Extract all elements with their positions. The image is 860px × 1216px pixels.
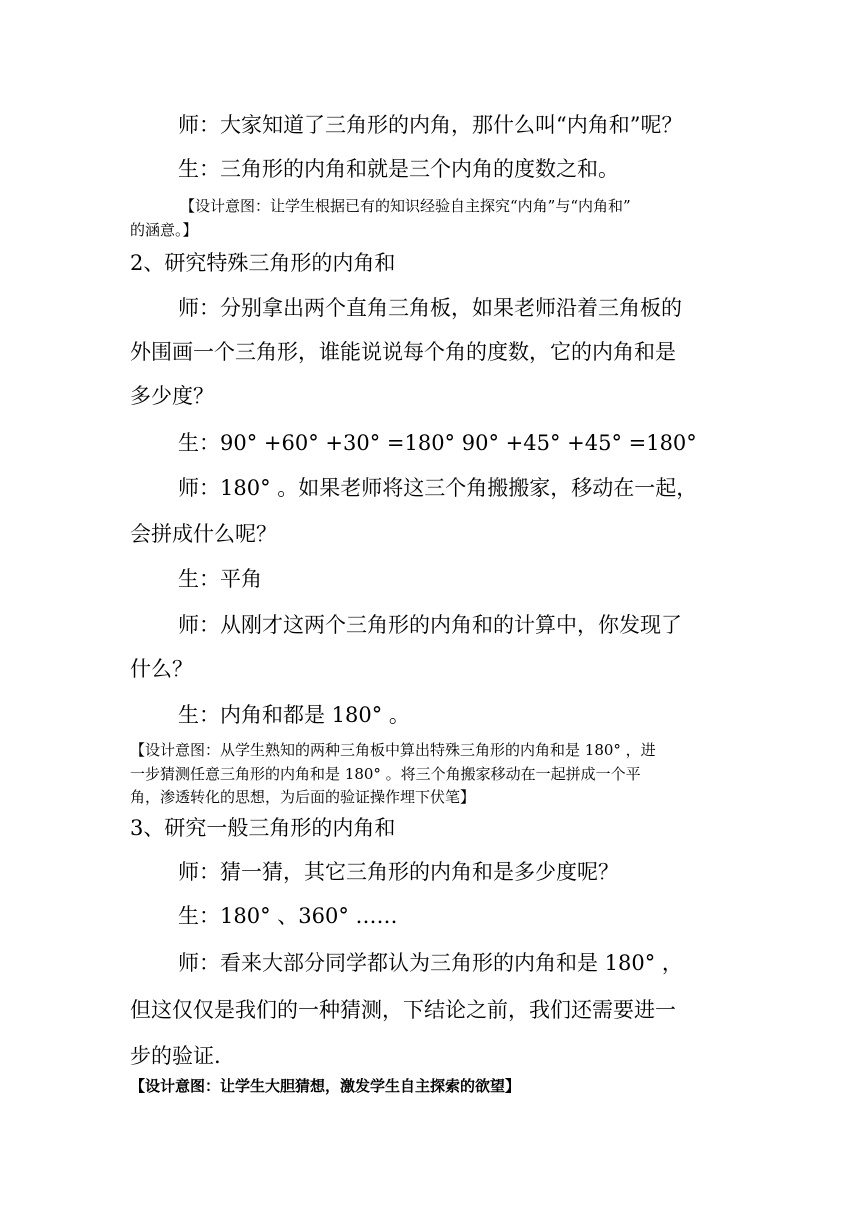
dialogue-student-inner-angle-answer: 生：三角形的内角和就是三个内角的度数之和。 bbox=[178, 157, 619, 181]
dialogue-student-straight-angle: 生：平角 bbox=[178, 567, 262, 591]
dialogue-teacher-inner-angle-question: 师：大家知道了三角形的内角，那什么叫“内角和”呢？ bbox=[178, 113, 683, 137]
design-intent-note-1: 【设计意图：让学生根据已有的知识经验自主探究“内角”与“内角和” bbox=[180, 197, 631, 215]
dialogue-teacher-triangle-boards-end: 多少度？ bbox=[130, 384, 214, 408]
dialogue-teacher-triangle-boards-continued: 外围画一个三角形，谁能说说每个角的度数，它的内角和是 bbox=[130, 340, 676, 364]
dialogue-teacher-what-found-continued: 什么？ bbox=[130, 657, 193, 681]
design-intent-note-2-continued: 一步猜测任意三角形的内角和是 180° 。将三个角搬家移动在一起拼成一个平 bbox=[130, 765, 641, 783]
design-intent-note-2-end: 角，渗透转化的思想，为后面的验证操作埋下伏笔】 bbox=[130, 788, 476, 806]
dialogue-teacher-verification-end: 步的验证. bbox=[130, 1044, 221, 1068]
design-intent-note-3: 【设计意图：让学生大胆猜想，激发学生自主探索的欲望】 bbox=[130, 1077, 521, 1095]
dialogue-student-angle-sums: 生：90° +60° +30° =180° 90° +45° +45° =180° bbox=[178, 431, 697, 455]
section-heading-general-triangles: 3、研究一般三角形的内角和 bbox=[130, 816, 396, 840]
dialogue-teacher-move-angles-continued: 会拼成什么呢？ bbox=[130, 522, 277, 546]
section-heading-special-triangles: 2、研究特殊三角形的内角和 bbox=[130, 251, 396, 275]
dialogue-teacher-verification-continued: 但这仅仅是我们的一种猜测，下结论之前，我们还需要进一 bbox=[130, 998, 676, 1022]
dialogue-teacher-move-angles: 师：180° 。如果老师将这三个角搬搬家，移动在一起， bbox=[178, 476, 698, 500]
dialogue-student-guess-values: 生：180° 、360° …… bbox=[178, 904, 398, 928]
dialogue-teacher-guess: 师：猜一猜，其它三角形的内角和是多少度呢？ bbox=[178, 860, 619, 884]
dialogue-teacher-verification: 师：看来大部分同学都认为三角形的内角和是 180° ， bbox=[178, 951, 683, 975]
design-intent-note-2: 【设计意图：从学生熟知的两种三角板中算出特殊三角形的内角和是 180° ，进 bbox=[130, 741, 656, 759]
design-intent-note-1-continued: 的涵意。】 bbox=[130, 221, 198, 239]
dialogue-student-all-180: 生：内角和都是 180° 。 bbox=[178, 703, 410, 727]
dialogue-teacher-triangle-boards: 师：分别拿出两个直角三角板，如果老师沿着三角板的 bbox=[178, 296, 682, 320]
dialogue-teacher-what-found: 师：从刚才这两个三角形的内角和的计算中，你发现了 bbox=[178, 613, 682, 637]
